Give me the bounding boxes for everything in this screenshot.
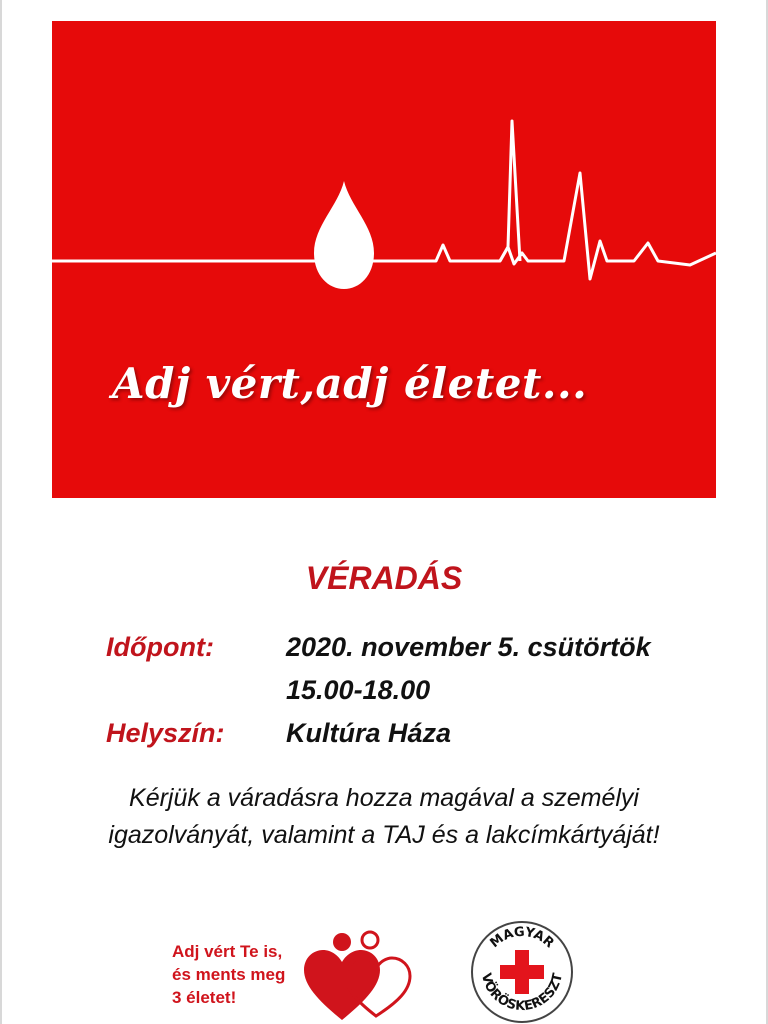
banner-slogan: Adj vért,adj életet... — [112, 359, 588, 408]
campaign-line-1: Adj vért Te is, — [172, 942, 283, 961]
blood-drop-icon — [314, 181, 374, 289]
ecg-spike — [500, 121, 520, 261]
logo-bottom-text: VÖRÖSKERESZT — [478, 971, 566, 1015]
campaign-slogan — [172, 940, 307, 1009]
figure-head-left — [333, 933, 351, 951]
page-edge-left — [0, 0, 2, 1024]
logo-top-text: MAGYAR — [487, 924, 557, 952]
event-hours: 15.00-18.00 — [286, 675, 431, 705]
ecg-line-with-blood-drop-illustration — [52, 21, 716, 498]
campaign-line-2: és ments meg — [172, 965, 286, 984]
hearts-logo-icon — [300, 928, 416, 1022]
event-date: 2020. november 5. csütörtök — [286, 632, 651, 662]
campaign-line-3: 3 életet! — [172, 988, 237, 1007]
figure-head-right — [362, 932, 378, 948]
notice-line-1: Kérjük a váradásra hozza magával a személyi — [129, 784, 639, 812]
blood-donation-banner — [52, 21, 716, 498]
red-cross-horizontal — [500, 965, 544, 979]
time-label: Időpont: — [106, 632, 214, 662]
id-documents-notice — [40, 780, 728, 854]
event-place: Kultúra Háza — [286, 718, 452, 748]
place-label: Helyszín: — [106, 718, 225, 748]
red-cross-logo-icon — [470, 920, 574, 1024]
event-title: VÉRADÁS — [305, 560, 463, 596]
ecg-line — [52, 173, 716, 279]
notice-line-2: igazolványát, valamint a TAJ és a lakcímkártyáját! — [108, 821, 660, 849]
